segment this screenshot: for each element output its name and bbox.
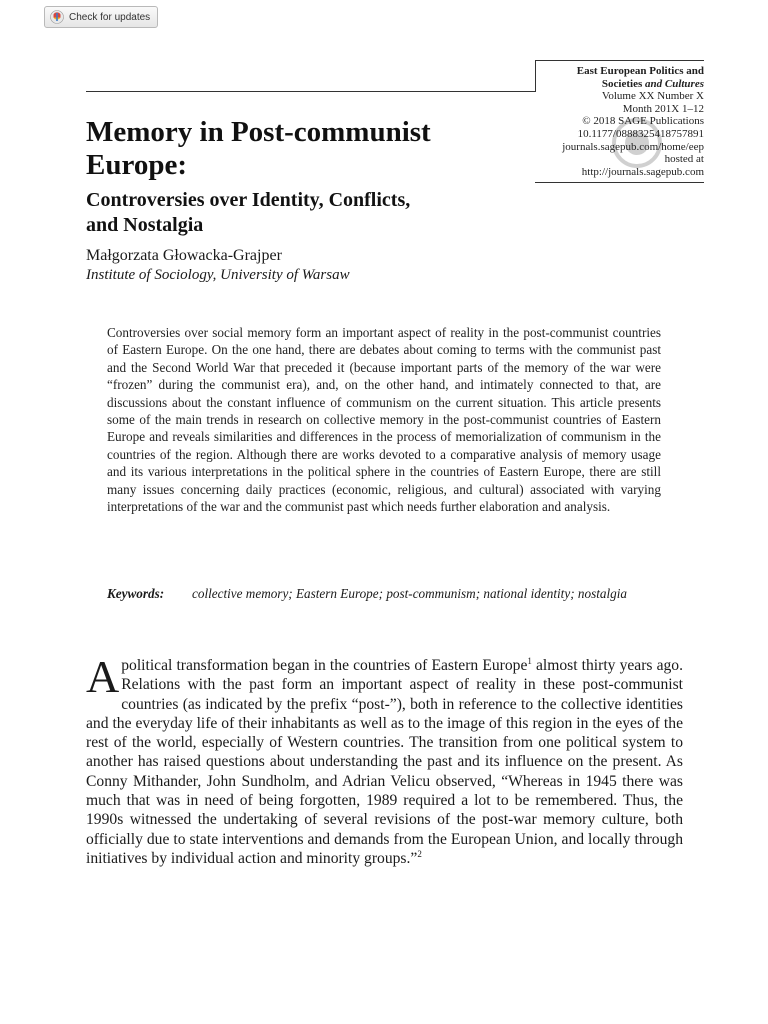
author-affiliation: Institute of Sociology, University of Warsaw <box>86 267 350 283</box>
article-title-line1: Memory in Post-communist <box>86 116 431 148</box>
keywords <box>107 585 661 602</box>
article-title <box>86 116 526 182</box>
journal-doi[interactable]: 10.1177/0888325418757891 <box>577 127 704 140</box>
keywords-text: collective memory; Eastern Europe; post-communism; national identity; nostalgia <box>192 586 627 601</box>
journal-month-pages: Month 201X 1–12 <box>622 102 704 115</box>
header-rule <box>86 91 536 92</box>
drop-cap: A <box>86 651 120 702</box>
body-paragraph <box>86 651 683 868</box>
journal-hosted-url[interactable]: http://journals.sagepub.com <box>581 165 704 178</box>
author-name: Małgorzata Głowacka-Grajper <box>86 247 282 264</box>
footnote-ref-2[interactable]: 2 <box>417 848 422 859</box>
journal-name-line2 <box>520 78 704 91</box>
check-for-updates-label: Check for updates <box>69 11 151 23</box>
journal-name-cultures: and Cultures <box>645 77 704 90</box>
journal-name-line1: East European Politics and <box>576 65 704 77</box>
journal-volume: Volume XX Number X <box>601 90 704 103</box>
abstract: Controversies over social memory form an important aspect of reality in the post-communist countries of Eastern Europe. On the one hand, there are debates about coming to terms with the communist past and the Second World War that preceded it (because important parts of the memory of the war were “frozen” during the communist era), and, on the other hand, and intimately connected to that, are discussions about the constant influence of communism on the current situation. This article presents some of the main trends in research on collective memory in the post-communist countries of Eastern Europe and reveals similarities and differences in the process of memorialization of communism in the countries of the region. Although there are works devoted to a comparative analysis of memory usage and its various interpretations in the political sphere in the countries of Eastern Europe, there are still many issues concerning daily practices (economic, religious, and cultural) associated with varying interpretations of the war and the communist past which needs further elaboration and analysis. <box>107 325 661 515</box>
keywords-label: Keywords: <box>107 586 165 601</box>
check-for-updates-button[interactable] <box>44 6 158 28</box>
journal-info <box>520 65 704 178</box>
crossmark-icon <box>50 10 64 24</box>
body-text-part1: political transformation began in the countries of Eastern Europe <box>121 657 528 674</box>
journal-copyright: © 2018 SAGE Publications <box>582 115 704 128</box>
article-title-line2: Europe: <box>86 149 187 181</box>
article-subtitle-line2: and Nostalgia <box>86 214 204 236</box>
body-text-part2: almost thirty years ago. Relations with the past form an important aspect of reality in these post-communist countries (as indicated by the prefix “post-”), both in reference to the collective identities and the everyday life of their inhabitants as well as to the image of this region in the eyes of the rest of the world, especially of Western countries. The transition from one political system to another has raised questions about understanding the past and its influence on the present. As Conny Mithander, John Sundholm, and Adrian Velicu observed, “Whereas in 1945 there was much that was in need of being forgotten, 1989 required a lot to be remembered. Thus, the 1990s witnessed the undertaking of several revisions of the post-war memory culture, both officially due to state interventions and demands from the European Union, and locally through initiatives by individual action and minority groups.” <box>86 657 683 867</box>
article-subtitle <box>86 188 526 238</box>
journal-hosted-at: hosted at <box>664 153 704 166</box>
journal-rule-top <box>535 60 704 61</box>
journal-rule-bottom <box>535 182 704 183</box>
footnote-ref-1[interactable]: 1 <box>527 656 532 666</box>
journal-url[interactable]: journals.sagepub.com/home/eep <box>562 140 704 153</box>
article-subtitle-line1: Controversies over Identity, Conflicts, <box>86 189 411 211</box>
journal-name-societies: Societies <box>601 77 643 90</box>
